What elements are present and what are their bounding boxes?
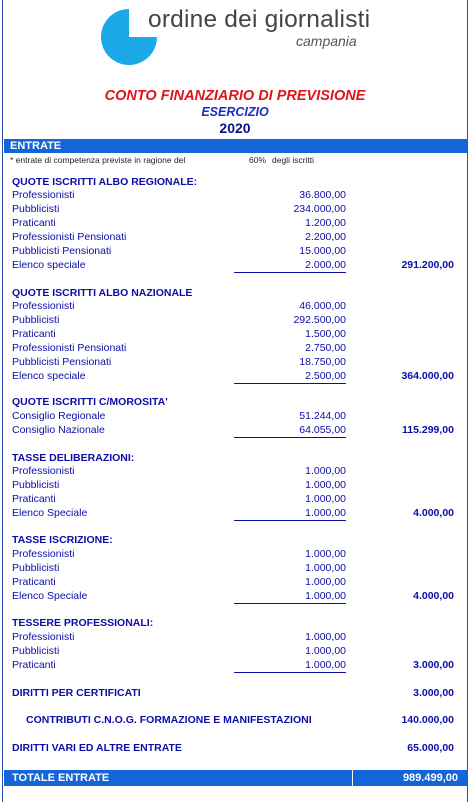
table-row (0, 216, 470, 230)
table-row (0, 258, 470, 272)
table-row (0, 327, 470, 341)
row-label: Pubblicisti (12, 314, 60, 326)
row-label: Consiglio Nazionale (12, 424, 105, 436)
row-value: 2.200,00 (305, 231, 346, 243)
row-value: 46.000,00 (299, 300, 346, 312)
section-header: QUOTE ISCRITTI C/MOROSITA' (12, 396, 168, 408)
row-value: 1.000,00 (305, 548, 346, 560)
row-label: Pubblicisti (12, 479, 60, 491)
row-value: 1.000,00 (305, 479, 346, 491)
row-label: Consiglio Regionale (12, 410, 106, 422)
single-line-item (0, 686, 470, 700)
row-value: 2.000,00 (234, 258, 346, 273)
table-row (0, 547, 470, 561)
row-value: 36.800,00 (299, 189, 346, 201)
row-label: Professionisti (12, 631, 75, 643)
item-total: 3.000,00 (413, 687, 454, 699)
row-value: 1.000,00 (305, 465, 346, 477)
item-label: DIRITTI PER CERTIFICATI (12, 687, 141, 699)
row-label: Professionisti (12, 300, 75, 312)
row-value: 2.750,00 (305, 342, 346, 354)
row-value: 1.000,00 (305, 562, 346, 574)
section-total: 3.000,00 (413, 659, 454, 671)
entrate-label: ENTRATE (10, 140, 62, 152)
single-line-item (0, 741, 470, 755)
table-row (0, 369, 470, 383)
row-label: Praticanti (12, 493, 56, 505)
document-title: CONTO FINANZIARIO DI PREVISIONE (104, 88, 366, 104)
section-header: QUOTE ISCRITTI ALBO NAZIONALE (12, 287, 193, 299)
note-percent: 60% (249, 155, 267, 165)
document-subtitle: ESERCIZIO (201, 105, 269, 119)
item-label: CONTRIBUTI C.N.O.G. FORMAZIONE E MANIFESTAZIONI (26, 714, 312, 726)
totale-entrate-bar (4, 770, 468, 786)
row-label: Praticanti (12, 659, 56, 671)
table-row (0, 658, 470, 672)
table-row (0, 630, 470, 644)
table-row (0, 355, 470, 369)
section-header: TASSE ISCRIZIONE: (12, 534, 113, 546)
section-total: 4.000,00 (413, 590, 454, 602)
row-label: Elenco speciale (12, 370, 86, 382)
row-label: Pubblicisti Pensionati (12, 356, 112, 368)
table-row (0, 188, 470, 202)
row-label: Elenco speciale (12, 259, 86, 271)
item-total: 65.000,00 (407, 742, 454, 754)
row-label: Pubblicisti (12, 645, 60, 657)
section-header: QUOTE ISCRITTI ALBO REGIONALE: (12, 176, 198, 188)
section-total: 291.200,00 (401, 259, 454, 271)
row-label: Pubblicisti Pensionati (12, 245, 112, 257)
totale-separator (352, 770, 353, 786)
row-label: Praticanti (12, 217, 56, 229)
table-row (0, 423, 470, 437)
row-value: 1.000,00 (305, 576, 346, 588)
row-value: 1.000,00 (305, 645, 346, 657)
row-value: 1.000,00 (234, 658, 346, 673)
row-value: 15.000,00 (299, 245, 346, 257)
table-row (0, 506, 470, 520)
row-value: 234.000,00 (293, 203, 346, 215)
table-row (0, 409, 470, 423)
table-row (0, 202, 470, 216)
table-row (0, 299, 470, 313)
table-row (0, 589, 470, 603)
row-value: 1.500,00 (305, 328, 346, 340)
table-row (0, 313, 470, 327)
row-value: 292.500,00 (293, 314, 346, 326)
table-row (0, 478, 470, 492)
single-line-item (0, 713, 470, 727)
table-row (0, 244, 470, 258)
row-value: 18.750,00 (299, 356, 346, 368)
table-row (0, 341, 470, 355)
row-label: Pubblicisti (12, 203, 60, 215)
row-label: Professionisti Pensionati (12, 342, 127, 354)
row-label: Professionisti Pensionati (12, 231, 127, 243)
row-label: Praticanti (12, 576, 56, 588)
row-label: Elenco Speciale (12, 590, 88, 602)
note-suffix: degli iscritti (272, 155, 315, 165)
table-row (0, 561, 470, 575)
row-value: 51.244,00 (299, 410, 346, 422)
row-label: Praticanti (12, 328, 56, 340)
table-row (0, 464, 470, 478)
row-value: 1.000,00 (305, 493, 346, 505)
row-value: 64.055,00 (234, 423, 346, 438)
row-value: 1.000,00 (234, 506, 346, 521)
row-value: 2.500,00 (234, 369, 346, 384)
logo-region: campania (296, 33, 357, 49)
section-total: 364.000,00 (401, 370, 454, 382)
logo-name: ordine dei giornalisti (148, 6, 371, 33)
entrate-header-bar (4, 139, 468, 153)
row-label: Elenco Speciale (12, 507, 88, 519)
document-year: 2020 (219, 120, 251, 136)
section-total: 115.299,00 (402, 424, 454, 436)
totale-label: TOTALE ENTRATE (12, 772, 110, 784)
item-label: DIRITTI VARI ED ALTRE ENTRATE (12, 742, 182, 754)
row-label: Pubblicisti (12, 562, 60, 574)
section-header: TESSERE PROFESSIONALI: (12, 617, 154, 629)
section-total: 4.000,00 (413, 507, 454, 519)
totale-value: 989.499,00 (402, 772, 458, 784)
table-row (0, 230, 470, 244)
row-value: 1.000,00 (305, 631, 346, 643)
section-header: TASSE DELIBERAZIONI: (12, 452, 135, 464)
row-value: 1.200,00 (305, 217, 346, 229)
table-row (0, 575, 470, 589)
table-row (0, 644, 470, 658)
item-total: 140.000,00 (401, 714, 454, 726)
note-text: * entrate di competenza previste in ragione del (10, 155, 186, 165)
row-value: 1.000,00 (234, 589, 346, 604)
table-row (0, 492, 470, 506)
row-label: Professionisti (12, 465, 75, 477)
row-label: Professionisti (12, 548, 75, 560)
row-label: Professionisti (12, 189, 75, 201)
